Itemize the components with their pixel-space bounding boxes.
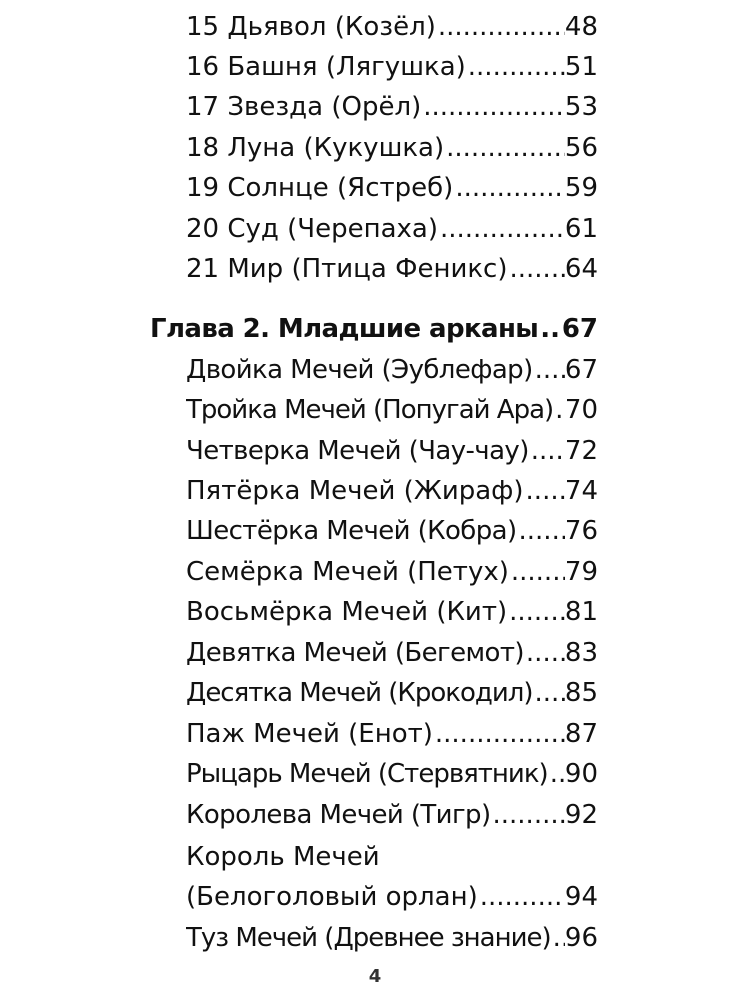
toc-entry-title: Шестёрка Мечей (Кобра) [186, 516, 517, 546]
toc-entry-title: Девятка Мечей (Бегемот) [186, 638, 524, 668]
toc-entry-page: 87 [564, 719, 598, 749]
toc-entry-devil [186, 9, 598, 45]
toc-entry-tower [186, 49, 598, 85]
toc-entry-page: 67 [564, 355, 598, 385]
toc-entry-knight-of-swords [186, 756, 598, 792]
toc-entry-moon [186, 130, 598, 166]
toc-entry-title: 20 Суд (Черепаха) [186, 214, 438, 244]
toc-entry-title: 17 Звезда (Орёл) [186, 92, 422, 122]
toc-entry-page: 64 [564, 254, 598, 284]
toc-entry-page: 85 [564, 678, 598, 708]
toc-leader-dots [529, 433, 565, 469]
toc-entry-title: Десятка Мечей (Крокодил) [186, 678, 533, 708]
toc-entry-page: 81 [564, 597, 598, 627]
toc-entry-king-of-swords-line1: Король Мечей [186, 842, 380, 872]
toc-entry-sun [186, 170, 598, 206]
toc-leader-dots [509, 554, 565, 590]
toc-entry-judgement [186, 211, 598, 247]
toc-entry-five-of-swords [186, 473, 598, 509]
toc-leader-dots [517, 513, 565, 549]
toc-entry-king-of-swords [186, 879, 598, 915]
toc-leader-dots [508, 251, 565, 287]
toc-entry-page: 83 [564, 638, 598, 668]
toc-entry-page: 51 [564, 52, 598, 82]
toc-entry-six-of-swords [186, 513, 598, 549]
toc-leader-dots [466, 49, 565, 85]
toc-entry-title: 21 Мир (Птица Феникс) [186, 254, 508, 284]
toc-leader-dots [438, 211, 565, 247]
toc-entry-queen-of-swords [186, 797, 598, 833]
toc-leader-dots [491, 797, 565, 833]
toc-entry-page: 48 [564, 12, 598, 42]
toc-entry-title: (Белоголовый орлан) [186, 882, 478, 912]
toc-leader-dots [433, 716, 565, 752]
chapter-page: 67 [561, 314, 598, 344]
toc-entry-page: 76 [564, 516, 598, 546]
toc-entry-title: 19 Солнце (Ястреб) [186, 173, 454, 203]
toc-entry-title: 15 Дьявол (Козёл) [186, 12, 436, 42]
toc-chapter-heading [150, 311, 598, 347]
toc-entry-title: Королева Мечей (Тигр) [186, 800, 491, 830]
toc-entry-ten-of-swords [186, 675, 598, 711]
toc-entry-eight-of-swords [186, 594, 598, 630]
toc-leader-dots [524, 635, 565, 671]
toc-entry-page-of-swords [186, 716, 598, 752]
toc-leader-dots [507, 594, 565, 630]
toc-leader-dots [533, 352, 565, 388]
toc-entry-page: 61 [564, 214, 598, 244]
toc-entry-title: Четверка Мечей (Чау-чау) [186, 436, 529, 466]
toc-entry-seven-of-swords [186, 554, 598, 590]
toc-entry-page: 56 [564, 133, 598, 163]
toc-leader-dots [538, 311, 562, 347]
toc-entry-star [186, 89, 598, 125]
toc-leader-dots [553, 392, 565, 428]
toc-entry-title: Семёрка Мечей (Петух) [186, 557, 509, 587]
toc-leader-dots [444, 130, 565, 166]
toc-leader-dots [548, 756, 565, 792]
toc-entry-title: Тройка Мечей (Попугай Ара) [186, 395, 554, 425]
toc-leader-dots [478, 879, 565, 915]
toc-leader-dots [551, 920, 565, 956]
toc-entry-title: 18 Луна (Кукушка) [186, 133, 445, 163]
toc-leader-dots [533, 675, 565, 711]
toc-leader-dots [436, 9, 565, 45]
toc-entry-title: Рыцарь Мечей (Стервятник) [186, 759, 548, 789]
toc-entry-title: 16 Башня (Лягушка) [186, 52, 466, 82]
toc-leader-dots [421, 89, 565, 125]
toc-entry-page: 79 [564, 557, 598, 587]
toc-leader-dots [453, 170, 565, 206]
toc-entry-world [186, 251, 598, 287]
toc-entry-title: Туз Мечей (Древнее знание) [186, 923, 551, 953]
toc-entry-page: 72 [564, 436, 598, 466]
toc-entry-title: Восьмёрка Мечей (Кит) [186, 597, 508, 627]
toc-entry-page: 70 [564, 395, 598, 425]
toc-entry-four-of-swords [186, 433, 598, 469]
toc-entry-page: 59 [564, 173, 598, 203]
toc-entry-page: 90 [564, 759, 598, 789]
toc-entry-page: 74 [564, 476, 598, 506]
chapter-title: Глава 2. Младшие арканы [150, 314, 539, 344]
toc-entry-three-of-swords [186, 392, 598, 428]
toc-entry-page: 96 [564, 923, 598, 953]
toc-entry-nine-of-swords [186, 635, 598, 671]
toc-leader-dots [524, 473, 565, 509]
page-number: 4 [368, 966, 382, 987]
toc-entry-title: Пятёрка Мечей (Жираф) [186, 476, 524, 506]
toc-entry-ace-of-swords [186, 920, 598, 956]
toc-entry-title: Паж Мечей (Енот) [186, 719, 433, 749]
toc-entry-two-of-swords [186, 352, 598, 388]
toc-entry-page: 92 [564, 800, 598, 830]
toc-entry-page: 94 [564, 882, 598, 912]
toc-entry-title: Двойка Мечей (Эублефар) [186, 355, 533, 385]
toc-entry-page: 53 [564, 92, 598, 122]
